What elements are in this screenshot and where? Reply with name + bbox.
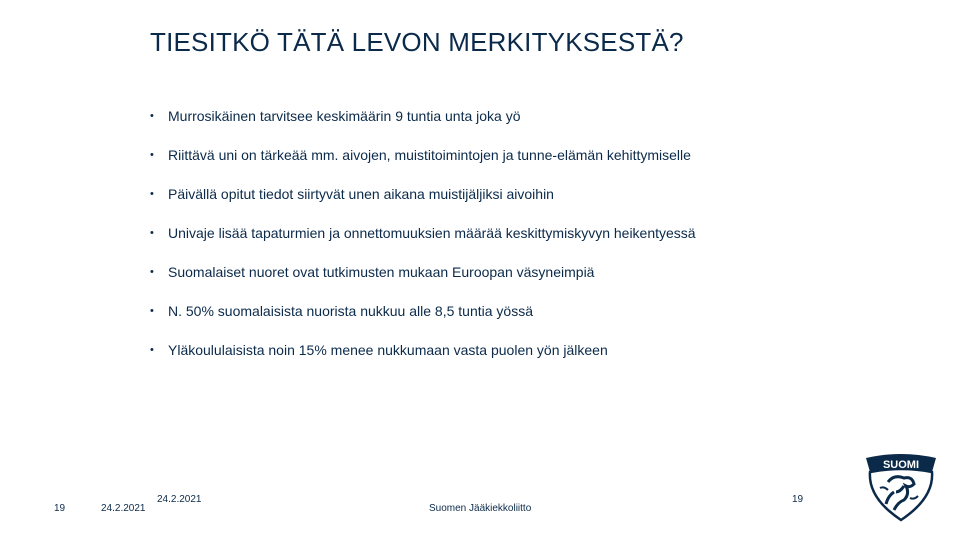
page-number-left: 19 bbox=[54, 503, 66, 514]
bullet-item bbox=[150, 262, 696, 301]
bullet-text: N. 50% suomalaisista nuorista nukkuu alle 8,5 tuntia yössä bbox=[168, 303, 533, 319]
bullet-icon: • bbox=[150, 305, 154, 317]
bullet-text: Suomalaiset nuoret ovat tutkimusten mukaan Euroopan väsyneimpiä bbox=[168, 264, 595, 280]
bullet-icon: • bbox=[150, 188, 154, 200]
footer-date-left: 24.2.2021 bbox=[101, 503, 146, 514]
bullet-text: Univaje lisää tapaturmien ja onnettomuuksien määrää keskittymiskyvyn heikentyessä bbox=[168, 225, 696, 241]
bullet-icon: • bbox=[150, 149, 154, 161]
bullet-item bbox=[150, 184, 696, 223]
bullet-item bbox=[150, 340, 696, 379]
bullet-item bbox=[150, 301, 696, 340]
footer-date-center: 24.2.2021 bbox=[157, 494, 202, 505]
bullet-icon: • bbox=[150, 266, 154, 278]
bullet-list bbox=[150, 106, 696, 379]
bullet-item bbox=[150, 223, 696, 262]
bullet-text: Yläkoululaisista noin 15% menee nukkumaan vasta puolen yön jälkeen bbox=[168, 342, 608, 358]
bullet-text: Riittävä uni on tärkeää mm. aivojen, muistitoimintojen ja tunne-elämän kehittymiselle bbox=[168, 147, 691, 163]
bullet-item bbox=[150, 106, 696, 145]
suomi-logo bbox=[858, 452, 944, 524]
bullet-icon: • bbox=[150, 227, 154, 239]
logo-text: SUOMI bbox=[882, 459, 920, 471]
bullet-text: Päivällä opitut tiedot siirtyvät unen aikana muistijäljiksi aivoihin bbox=[168, 186, 554, 202]
page-number-right: 19 bbox=[792, 494, 804, 505]
bullet-icon: • bbox=[150, 110, 154, 122]
footer-organization: Suomen Jääkiekkoliitto bbox=[429, 503, 532, 514]
bullet-item bbox=[150, 145, 696, 184]
bullet-icon: • bbox=[150, 344, 154, 356]
bullet-text: Murrosikäinen tarvitsee keskimäärin 9 tuntia unta joka yö bbox=[168, 108, 521, 124]
slide-title: TIESITKÖ TÄTÄ LEVON MERKITYKSESTÄ? bbox=[150, 27, 684, 57]
